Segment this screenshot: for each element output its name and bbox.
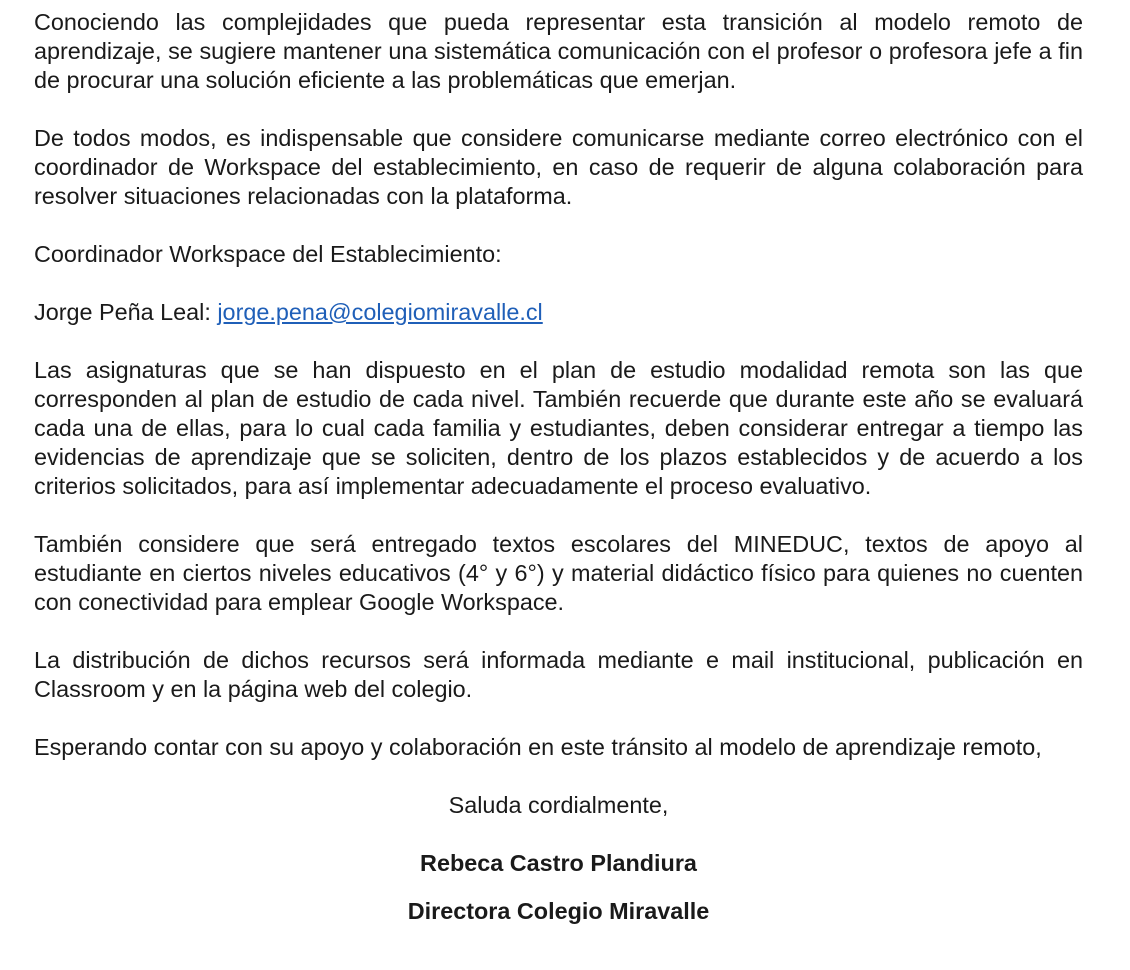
- paragraph-closing-wish: Esperando contar con su apoyo y colaboración en este tránsito al modelo de aprendizaje remoto,: [34, 734, 1042, 760]
- closing-salutation: Saluda cordialmente,: [448, 792, 669, 818]
- paragraph-email-coordinator: De todos modos, es indispensable que considere comunicarse mediante correo electrónico con el coordinador de Workspace del establecimiento, en caso de requerir de alguna colaboración para resolver situaciones relacionadas con la plataforma.: [34, 125, 1083, 209]
- signer-name: Rebeca Castro Plandiura: [420, 850, 697, 876]
- paragraph-distribution: La distribución de dichos recursos será informada mediante e mail institucional, publicación en Classroom y en la página web del colegio.: [34, 647, 1083, 702]
- paragraph-communication: Conociendo las complejidades que pueda representar esta transición al modelo remoto de aprendizaje, se sugiere mantener una sistemática comunicación con el profesor o profesora jefe a fin de procurar una solución eficiente a las problemáticas que emerjan.: [34, 9, 1083, 93]
- coordinator-email-link[interactable]: jorge.pena@colegiomiravalle.cl: [217, 299, 543, 325]
- letter-body: [34, 8, 1083, 926]
- coordinator-heading: Coordinador Workspace del Establecimiento:: [34, 241, 502, 267]
- coordinator-name: Jorge Peña Leal:: [34, 299, 218, 325]
- paragraph-textbooks: También considere que será entregado textos escolares del MINEDUC, textos de apoyo al estudiante en ciertos niveles educativos (4° y 6°) y material didáctico físico para quienes no cuenten con conectividad para emplear Google Workspace.: [34, 531, 1083, 615]
- signer-role: Directora Colegio Miravalle: [407, 898, 710, 924]
- coordinator-contact: [34, 298, 1083, 327]
- paragraph-subjects: Las asignaturas que se han dispuesto en el plan de estudio modalidad remota son las que corresponden al plan de estudio de cada nivel. También recuerde que durante este año se evaluará cada una de ellas, para lo cual cada familia y estudiantes, deben considerar entregar a tiempo las evidencias de aprendizaje que se soliciten, dentro de los plazos establecidos y de acuerdo a los criterios solicitados, para así implementar adecuadamente el proceso evaluativo.: [34, 357, 1083, 499]
